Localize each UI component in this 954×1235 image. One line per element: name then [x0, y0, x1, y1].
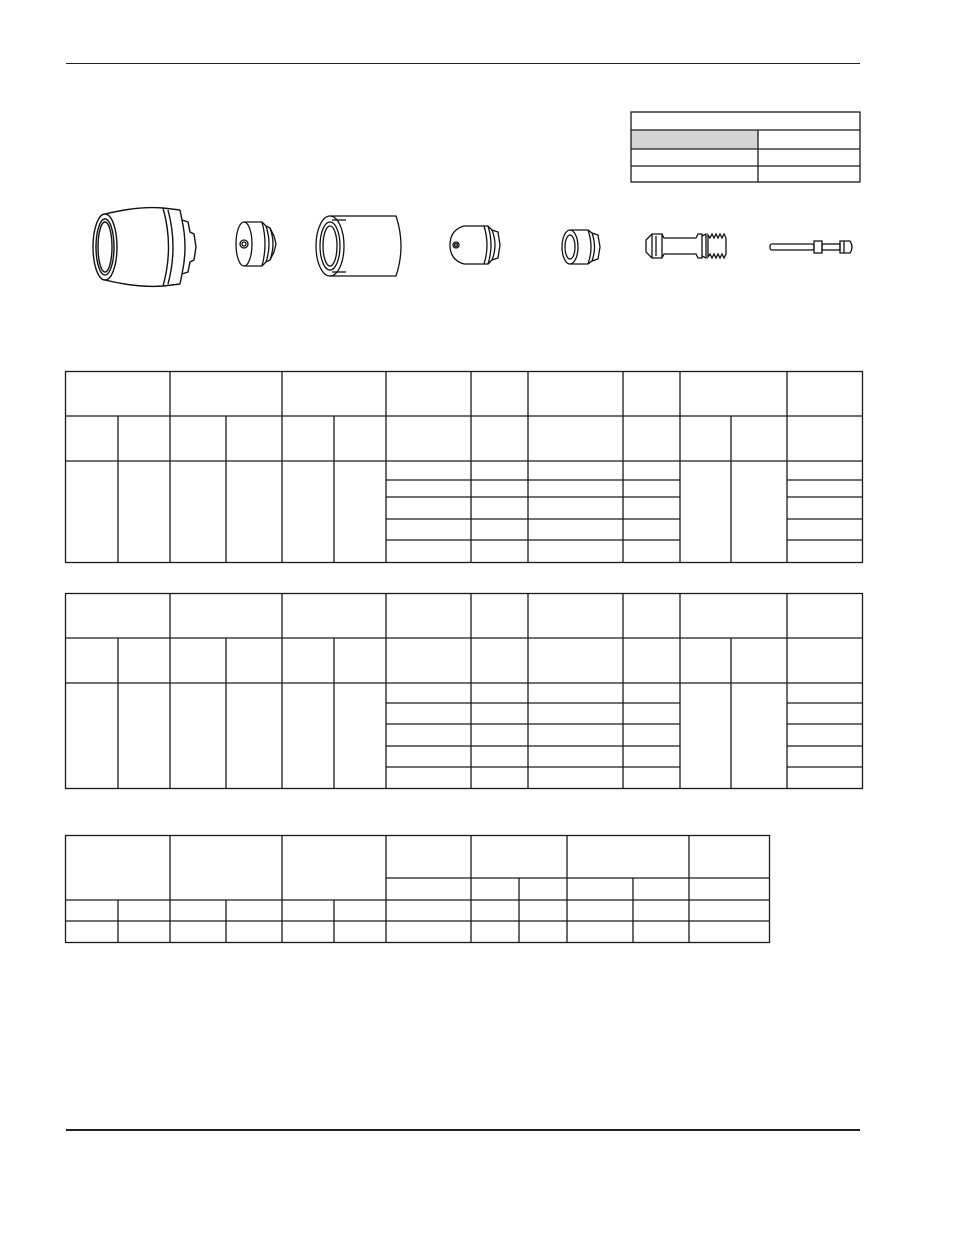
settings-table-grid [64, 834, 772, 946]
legend-table-grid [630, 111, 862, 185]
footer-rule [66, 1129, 860, 1131]
cut-chart-table-1 [64, 370, 864, 565]
header-rule [66, 63, 860, 64]
legend-highlight-cell [631, 130, 758, 149]
electrode-icon [640, 226, 734, 266]
retaining-cap-icon [310, 210, 410, 282]
water-tube-icon [766, 236, 858, 258]
shield-icon [88, 204, 202, 290]
cut-chart-table-2 [64, 592, 864, 791]
nozzle-icon [440, 220, 506, 270]
swirl-ring-icon [556, 224, 606, 270]
legend-table [630, 111, 862, 185]
cut-chart-table-2-grid [64, 592, 864, 791]
shield-cap-icon [230, 216, 282, 272]
settings-table [64, 834, 772, 946]
cut-chart-table-1-grid [64, 370, 864, 565]
